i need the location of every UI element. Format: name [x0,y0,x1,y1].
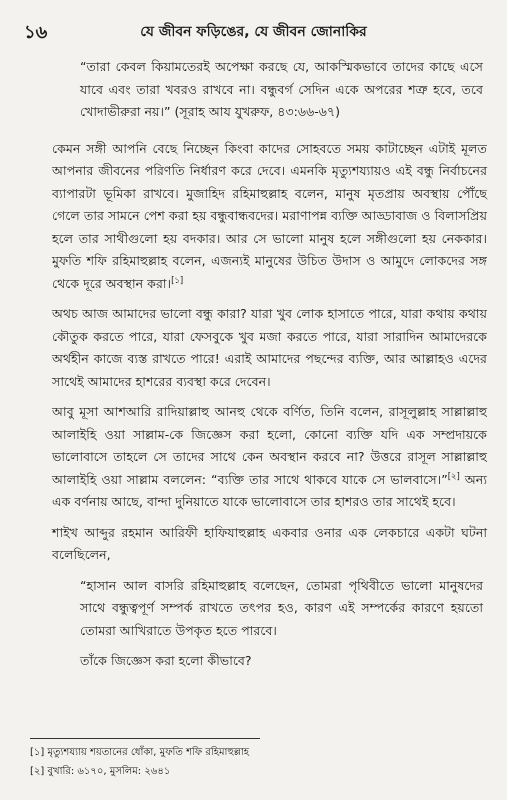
hasan-basri-quote: “হাসান আল বাসরি রহিমাহুল্লাহ বলেছেন, তোমরা পৃথিবীতে ভালো মানুষদের সাথে বন্ধুত্বপূর্ণ সম্পর্ক রাখতে তৎপর হও, কারণ এই সম্পর্কের কারণে হয়তো তোমরা আখিরাতে উপকৃত হতে পারবে। [80,577,483,638]
footnote-ref-1: [১] [171,275,184,286]
page-header [14,18,493,44]
paragraph-hadith [52,401,487,514]
paragraph-friends-today: অথচ আজ আমাদের ভালো বন্ধু কারা? যারা খুব লোক হাসাতে পারে, যারা কথায় কথায় কৌতুক করতে পারে, যারা ফেসবুকে খুব মজা করতে পারে, যারা সারাদিন আমাদেরকে অর্থহীন কাজে ব্যস্ত রাখতে পারে! এরাই আমাদের পছন্দের ব্যক্তি, আর আল্লাহও এদের সাথেই আমাদের হাশরের ব্যবস্থা করে দেবেন। [52,306,487,389]
footnotes [30,738,487,781]
footnote-divider [30,738,260,739]
footnote-ref-2: [২] [447,471,460,482]
body-text [52,56,487,681]
paragraph-text: অন্য এক বর্ণনায় আছে, বান্দা দুনিয়াতে যাকে ভালোবাসে তার হাশরও তার সাথেই হবে। [52,471,487,509]
page-number: ১৬ [24,22,48,43]
paragraph-text: আবু মূসা আশআরি রাদিয়াল্লাহু আনহু থেকে বর্ণিত, তিনি বলেন, রাসূলুল্লাহ সাল্লাল্লাহু আলাইহি ওয়া সাল্লাম-কে জিজ্ঞেস করা হলো, কোনো ব্যক্তি যদি এক সম্প্রদায়কে ভালোবাসে তাহলে সে তাদের সাথে কেন অবস্থান করবে না? উত্তরে রাসূল সাল্লাল্লাহু আলাইহি ওয়া সাল্লাম বললেন: “ব্যক্তি তার সাথে থাকবে যাকে সে ভালবাসে।” [52,404,487,487]
footnote-1: [১] মৃত্যুশয্যায় শয়তানের ধোঁকা, মুফতি শফি রহিমাহুল্লাহ [30,747,250,758]
footnote-2: [২] বুখারি: ৬১৭০, মুসলিম: ২৬৪১ [30,766,171,777]
paragraph-lecture-intro: শাইখ আব্দুর রহমান আরিফী হাফিযাহুল্লাহ একবার ওনার এক লেকচারে একটা ঘটনা বলেছিলেন, [52,524,487,562]
running-title: যে জীবন ফড়িঙের, যে জীবন জোনাকির [140,24,367,40]
paragraph-companions [52,138,487,296]
quran-quote: “তারা কেবল কিয়ামতেরই অপেক্ষা করছে যে, আকস্মিকভাবে তাদের কাছে এসে যাবে এবং তারা খবরও রাখবে না। বন্ধুবর্গ সেদিন একে অপরের শত্রু হবে, তবে খোদাভীরুরা নয়।” (সূরাহ আয যুখরুফ, ৪৩:৬৬-৬৭) [80,59,483,119]
question-line: তাঁকে জিজ্ঞেস করা হলো কীভাবে? [80,653,252,668]
paragraph-text: কেমন সঙ্গী আপনি বেছে নিচ্ছেন কিংবা কাদের সোহবতে সময় কাটাচ্ছেন এটাই মূলত আপনার জীবনের পরিণতি নির্ধারণ করে দেবে। এমনকি মৃত্যুশয্যায়ও এই বন্ধু নির্বাচনের ব্যাপারটা ভূমিকা রাখবে। মুজাহিদ রহিমাহুল্লাহ বলেন, মানুষ মৃতপ্রায় অবস্থায় পৌঁছে গেলে তার সামনে পেশ করা হয় বন্ধুবান্ধবদের। মরাণাপন্ন ব্যক্তি আড্ডাবাজ ও বিলাসপ্রিয় হলে তার সাথীগুলো হয় বদকার। আর সে ভালো মানুষ হলে সঙ্গীগুলো হয় নেককার। মুফতি শফি রহিমাহুল্লাহ বলেন, এজন্যই মানুষের উচিত উদাস ও আমুদে লোকদের সঙ্গ থেকে দূরে অবস্থান করা। [52,140,487,291]
